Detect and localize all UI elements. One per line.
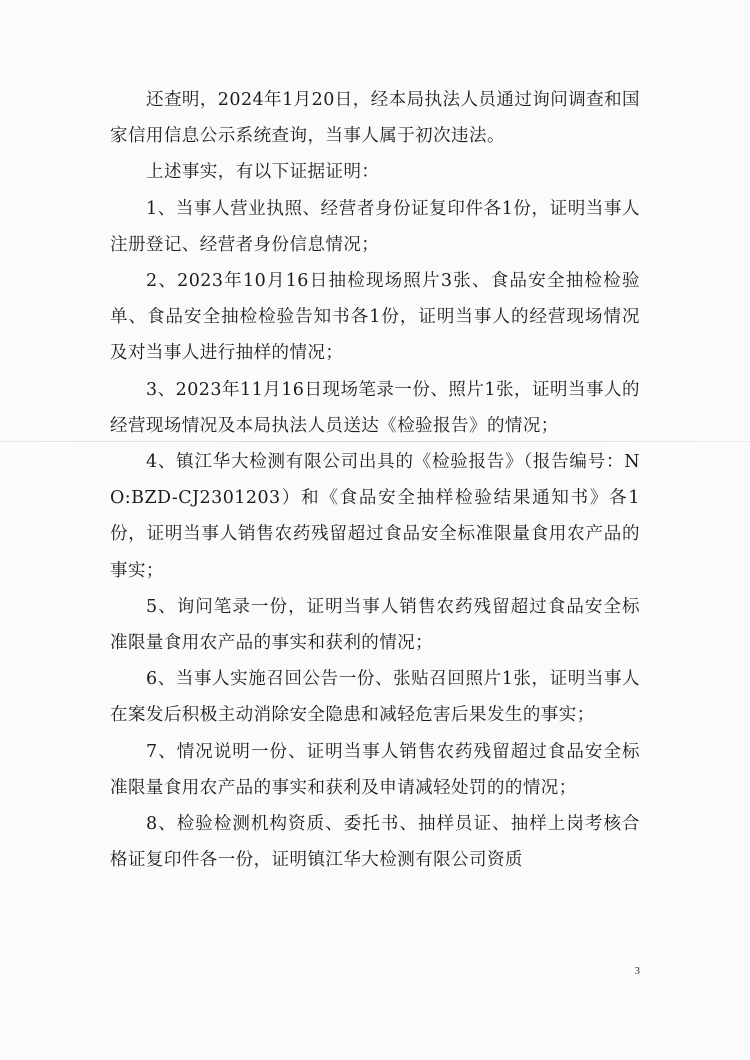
evidence-item-8: 8、检验检测机构资质、委托书、抽样员证、抽样上岗考核合格证复印件各一份，证明镇江华大检测有限公司资质 <box>110 814 640 871</box>
page-number: 3 <box>634 965 640 977</box>
evidence-item-3: 3、2023年11月16日现场笔录一份、照片1张，证明当事人的经营现场情况及本局执法人员送达《检验报告》的情况； <box>110 379 640 436</box>
evidence-item-6: 6、当事人实施召回公告一份、张贴召回照片1张，证明当事人在案发后积极主动消除安全隐患和减轻危害后果发生的事实； <box>110 669 640 726</box>
evidence-item-1: 1、当事人营业执照、经营者身份证复印件各1份，证明当事人注册登记、经营者身份信息情况； <box>110 198 640 255</box>
document-body <box>110 82 640 878</box>
evidence-item-2: 2、2023年10月16日抽检现场照片3张、食品安全抽检检验单、食品安全抽检检验告知书各1份，证明当事人的经营现场情况及对当事人进行抽样的情况； <box>110 271 640 364</box>
evidence-item-7: 7、情况说明一份、证明当事人销售农药残留超过食品安全标准限量食用农产品的事实和获利及申请减轻处罚的的情况； <box>110 741 640 798</box>
paragraph-first-violation: 还查明，2024年1月20日，经本局执法人员通过询问调查和国家信用信息公示系统查询，当事人属于初次违法。 <box>110 90 640 147</box>
evidence-item-4: 4、镇江华大检测有限公司出具的《检验报告》（报告编号：NO:BZD-CJ2301203）和《食品安全抽样检验结果通知书》各1份，证明当事人销售农药残留超过食品安全标准限量食用农产品的事实； <box>110 452 640 581</box>
paragraph-evidence-intro: 上述事实，有以下证据证明： <box>146 162 380 183</box>
evidence-item-5: 5、询问笔录一份，证明当事人销售农药残留超过食品安全标准限量食用农产品的事实和获利的情况； <box>110 596 640 654</box>
